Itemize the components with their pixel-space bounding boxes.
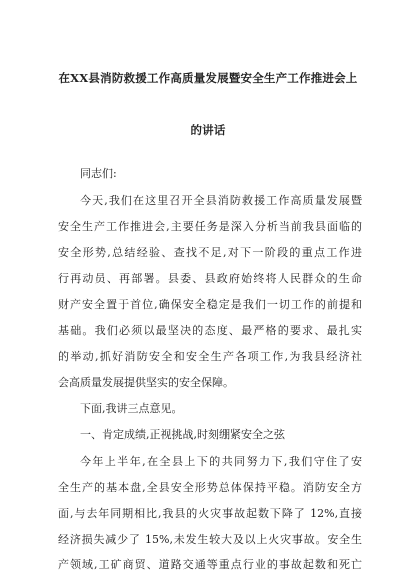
paragraph-1-line-2: 安全生产工作推进会,主要任务是深入分析当前我县面临的 (58, 220, 362, 233)
paragraph-1-line-6: 基础。我们必须以最坚决的态度、最严格的要求、最扎实 (58, 324, 362, 337)
paragraph-2-line-2: 全生产的基本盘,全县安全形势总体保持平稳。消防安全方 (58, 481, 362, 494)
paragraph-1-line-7: 的举动,抓好消防安全和安全生产各项工作,为我县经济社 (58, 350, 362, 363)
document-title-line-2: 的讲话 (190, 123, 226, 137)
paragraph-1-line-8: 会高质量发展提供坚实的安全保障。 (58, 376, 234, 389)
paragraph-1-line-3: 安全形势,总结经验、查找不足,对下一阶段的重点工作进 (58, 246, 362, 259)
salutation: 同志们: (80, 167, 117, 180)
paragraph-1-line-1: 今天,我们在这里召开全县消防救援工作高质量发展暨 (80, 194, 362, 207)
paragraph-1-line-4: 行再动员、再部署。县委、县政府始终将人民群众的生命 (58, 272, 362, 285)
paragraph-2-line-3: 面,与去年同期相比,我县的火灾事故起数下降了 12%,直接 (58, 507, 362, 520)
section-1-heading: 一、肯定成绩,正视挑战,时刻绷紧安全之弦 (80, 428, 285, 441)
document-title-line-1: 在XX县消防救援工作高质量发展暨安全生产工作推进会上 (58, 71, 358, 85)
intro-line: 下面,我讲三点意见。 (80, 402, 183, 415)
paragraph-1-line-5: 财产安全置于首位,确保安全稳定是我们一切工作的前提和 (58, 298, 362, 311)
paragraph-2-line-1: 今年上半年,在全县上下的共同努力下,我们守住了安 (80, 455, 362, 468)
paragraph-2-line-5: 产领域,工矿商贸、道路交通等重点行业的事故起数和死亡 (58, 558, 362, 571)
paragraph-2-line-4: 经济损失减少了 15%,未发生较大及以上火灾事故。安全生 (58, 533, 362, 546)
